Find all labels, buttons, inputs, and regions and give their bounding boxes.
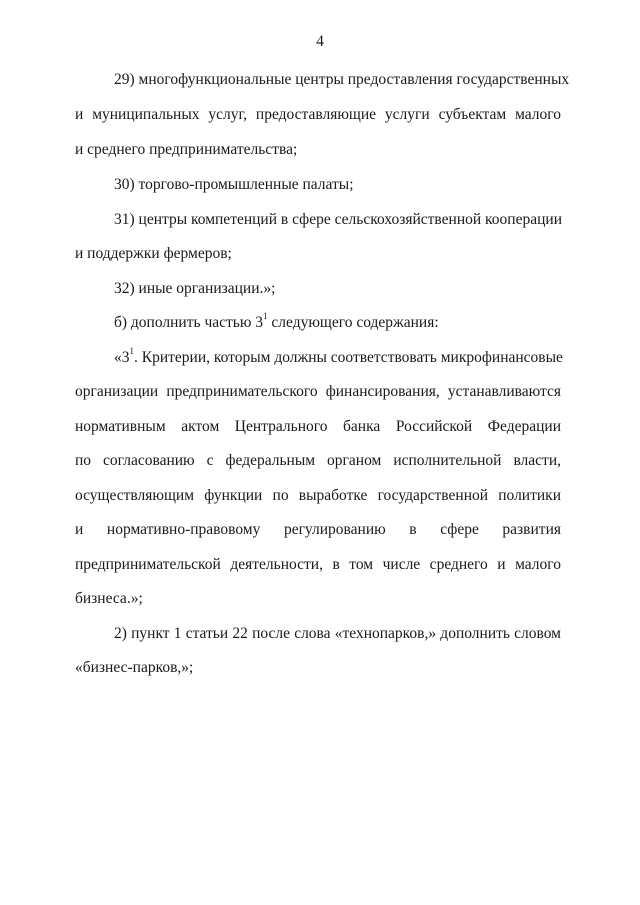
part-3-1-line-2: организации предпринимательского финансирования, устанавливаются: [75, 383, 561, 400]
subitem-b: [114, 310, 561, 333]
item-29-line-3: и среднего предпринимательства;: [75, 141, 298, 158]
item-2-line-1: 2) пункт 1 статьи 22 после слова «технопарков,» дополнить словом: [114, 625, 561, 642]
subitem-b-text: б) дополнить частью 3: [114, 314, 264, 331]
part-3-1-line-3: нормативным актом Центрального банка Российской Федерации: [75, 418, 561, 435]
superscript: 1: [129, 345, 134, 356]
item-2-line-2: «бизнес-парков,»;: [75, 659, 194, 676]
part-3-1-line-7: предпринимательской деятельности, в том числе среднего и малого: [75, 556, 561, 573]
item-31-line-1: 31) центры компетенций в сфере сельскохозяйственной кооперации: [114, 211, 562, 228]
superscript: 1: [263, 310, 268, 321]
item-29-line-1: 29) многофункциональные центры предоставления государственных: [114, 71, 570, 88]
page-number: 4: [316, 33, 324, 50]
part-3-1-text: . Критерии, которым должны соответствовать микрофинансовые: [134, 349, 563, 366]
part-3-1-line-1: [114, 345, 563, 368]
part-3-1-line-6: и нормативно-правовому регулированию в сфере развития: [75, 521, 561, 538]
item-29-line-2: и муниципальных услуг, предоставляющие услуги субъектам малого: [75, 106, 561, 123]
item-32: 32) иные организации.»;: [114, 280, 276, 297]
subitem-b-tail: следующего содержания:: [267, 314, 439, 331]
item-31-line-2: и поддержки фермеров;: [75, 245, 232, 262]
part-3-1-number: «3: [114, 349, 130, 366]
part-3-1-line-8: бизнеса.»;: [75, 590, 143, 607]
part-3-1-line-5: осуществляющим функции по выработке государственной политики: [75, 487, 561, 504]
item-30: 30) торгово-промышленные палаты;: [114, 176, 354, 193]
part-3-1-line-4: по согласованию с федеральным органом исполнительной власти,: [75, 452, 561, 469]
